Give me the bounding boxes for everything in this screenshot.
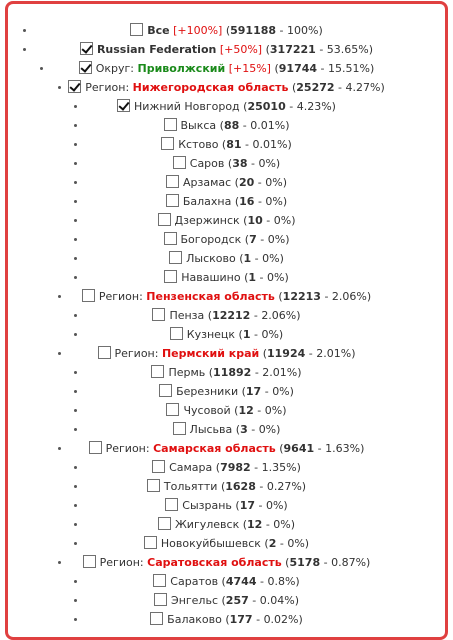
item-name[interactable]: Жигулевск — [174, 518, 240, 531]
tree-checkbox[interactable] — [161, 137, 174, 150]
item-name[interactable]: Березники — [176, 385, 239, 398]
item-share: 100% — [287, 24, 319, 37]
tree-item: Регион: Пермский край (11924 - 2.01%) — [8, 344, 445, 363]
item-name[interactable]: Нижний Новгород — [134, 100, 240, 113]
item-name[interactable]: Энгельс — [171, 594, 218, 607]
tree-checkbox[interactable] — [82, 289, 95, 302]
tree-checkbox[interactable] — [166, 194, 179, 207]
item-count: 17 — [245, 385, 262, 398]
tree-item: Березники (17 - 0%) — [8, 382, 445, 401]
item-share: 0% — [267, 233, 286, 246]
item-prefix: Регион: — [85, 81, 130, 94]
item-name[interactable]: Новокуйбышевск — [160, 537, 261, 550]
tree-item: Лысково (1 - 0%) — [8, 249, 445, 268]
tree-checkbox[interactable] — [164, 118, 177, 131]
item-share: 0.01% — [250, 119, 286, 132]
item-share: 4.23% — [296, 100, 332, 113]
tree-row — [8, 211, 445, 230]
item-share: 2.06% — [331, 290, 367, 303]
item-name[interactable]: Саратовская область — [147, 556, 282, 569]
item-name[interactable]: Пермь — [168, 366, 206, 379]
item-name[interactable]: Нижегородская область — [132, 81, 289, 94]
item-share: 0% — [273, 518, 291, 531]
tree-checkbox[interactable] — [158, 517, 171, 530]
tree-checkbox[interactable] — [169, 251, 182, 264]
tree-item: Кузнецк (1 - 0%) — [8, 325, 445, 344]
tree-checkbox[interactable] — [164, 270, 177, 283]
item-name[interactable]: Арзамас — [182, 176, 232, 189]
item-name[interactable]: Пермский край — [161, 347, 260, 360]
tree-checkbox[interactable] — [173, 422, 186, 435]
item-count: 25272 — [296, 81, 335, 94]
item-count: 10 — [247, 214, 263, 227]
tree-row — [8, 116, 445, 135]
tree-checkbox[interactable] — [68, 80, 81, 93]
item-count: 1628 — [225, 480, 256, 493]
item-count: 91744 — [278, 62, 318, 75]
tree-item: Новокуйбышевск (2 - 0%) — [8, 534, 445, 553]
tree-item: Богородск (7 - 0%) — [8, 230, 445, 249]
item-name[interactable]: Лысково — [186, 252, 236, 265]
item-prefix: Регион: — [99, 556, 144, 569]
item-name[interactable]: Тольятти — [163, 480, 218, 493]
tree-checkbox[interactable] — [159, 384, 172, 397]
tree-checkbox[interactable] — [144, 536, 157, 549]
item-count: 25010 — [247, 100, 286, 113]
item-name[interactable]: Самарская область — [153, 442, 276, 455]
item-count: 12 — [238, 404, 254, 417]
tree-item: Все [+100%] (591188 - 100%) — [8, 21, 445, 40]
item-name[interactable]: Все — [147, 24, 170, 37]
item-count: 12 — [247, 518, 263, 531]
tree-row — [8, 287, 445, 306]
item-share: 0.8% — [267, 575, 296, 588]
item-prefix: Регион: — [105, 442, 150, 455]
tree-row — [8, 154, 445, 173]
tree-row — [8, 135, 445, 154]
tree-item: Саров (38 - 0%) — [8, 154, 445, 173]
tree-item: Выкса (88 - 0.01%) — [8, 116, 445, 135]
tree-checkbox[interactable] — [165, 498, 178, 511]
tree-row — [8, 439, 445, 458]
tree-checkbox[interactable] — [130, 23, 143, 36]
item-count: 3 — [240, 423, 248, 436]
item-name[interactable]: Кузнецк — [186, 328, 236, 341]
tree-row — [8, 78, 445, 97]
tree-row — [8, 21, 445, 40]
item-count: 4744 — [225, 575, 257, 588]
tree-checkbox[interactable] — [158, 213, 171, 226]
tree-checkbox[interactable] — [152, 308, 165, 321]
tree-item: Балахна (16 - 0%) — [8, 192, 445, 211]
item-name[interactable]: Приволжский — [137, 62, 226, 75]
tree-item: Нижний Новгород (25010 - 4.23%) — [8, 97, 445, 116]
item-count: 9641 — [283, 442, 315, 455]
item-name[interactable]: Выкса — [180, 119, 217, 132]
item-share: 2.01% — [262, 366, 298, 379]
item-share: 1.63% — [325, 442, 361, 455]
tree-item: Регион: Саратовская область (5178 - 0.87%) — [8, 553, 445, 572]
tree-item: Пенза (12212 - 2.06%) — [8, 306, 445, 325]
item-count: 7 — [249, 233, 257, 246]
item-name[interactable]: Самара — [169, 461, 213, 474]
tree-row — [8, 230, 445, 249]
item-name[interactable]: Саратов — [170, 575, 219, 588]
tree-row — [8, 458, 445, 477]
tree-row — [8, 306, 445, 325]
tree-row — [8, 572, 445, 591]
item-share: 15.51% — [328, 62, 370, 75]
item-count: 317221 — [269, 43, 316, 56]
tree-item: Саратов (4744 - 0.8%) — [8, 572, 445, 591]
tree-item: Регион: Самарская область (9641 - 1.63%) — [8, 439, 445, 458]
tree-item: Самара (7982 - 1.35%) — [8, 458, 445, 477]
item-share: 4.27% — [345, 81, 381, 94]
item-count: 7982 — [220, 461, 251, 474]
item-count: 1 — [243, 252, 252, 265]
tree-item: Лысьва (3 - 0%) — [8, 420, 445, 439]
tree-item: Дзержинск (10 - 0%) — [8, 211, 445, 230]
tree-checkbox[interactable] — [154, 593, 167, 606]
tree-row — [8, 192, 445, 211]
tree-row — [8, 97, 445, 116]
tree-checkbox[interactable] — [150, 612, 163, 625]
item-name[interactable]: Дзержинск — [174, 214, 240, 227]
tree-checkbox[interactable] — [98, 346, 111, 359]
item-name[interactable]: Пензенская область — [146, 290, 275, 303]
item-count: 12212 — [212, 309, 251, 322]
tree-row — [8, 420, 445, 439]
tree-item: Russian Federation [+50%] (317221 - 53.65%) — [8, 40, 445, 59]
item-share: 0% — [267, 271, 285, 284]
tree-checkbox[interactable] — [89, 441, 102, 454]
item-name[interactable]: Лысьва — [189, 423, 233, 436]
tree-row — [8, 173, 445, 192]
item-name[interactable]: Russian Federation — [96, 43, 217, 56]
item-count: 16 — [239, 195, 255, 208]
item-percent-change: [+50%] — [219, 43, 263, 56]
tree-row — [8, 534, 445, 553]
item-share: 0% — [272, 385, 290, 398]
tree-checkbox[interactable] — [117, 99, 130, 112]
item-share: 0% — [261, 328, 279, 341]
item-share: 0% — [264, 404, 283, 417]
item-share: 1.35% — [261, 461, 297, 474]
item-count: 177 — [229, 613, 253, 626]
item-percent-change: [+100%] — [173, 24, 223, 37]
tree-row — [8, 610, 445, 629]
item-share: 0% — [258, 423, 277, 436]
tree-item: Энгельс (257 - 0.04%) — [8, 591, 445, 610]
tree-checkbox[interactable] — [164, 232, 177, 245]
tree-row — [8, 553, 445, 572]
item-name[interactable]: Богородск — [180, 233, 242, 246]
item-name[interactable]: Кстово — [178, 138, 219, 151]
tree-item: Регион: Пензенская область (12213 - 2.06%) — [8, 287, 445, 306]
item-name[interactable]: Балаково — [167, 613, 222, 626]
item-count: 17 — [239, 499, 255, 512]
tree-checkbox[interactable] — [166, 175, 179, 188]
item-count: 12213 — [282, 290, 321, 303]
tree-item: Регион: Нижегородская область (25272 - 4.27%) — [8, 78, 445, 97]
item-count: 1 — [248, 271, 257, 284]
tree-checkbox[interactable] — [79, 61, 92, 74]
tree-row — [8, 344, 445, 363]
item-count: 5178 — [289, 556, 321, 569]
item-name[interactable]: Балахна — [182, 195, 232, 208]
tree-row — [8, 249, 445, 268]
item-name[interactable]: Навашино — [181, 271, 241, 284]
tree-item: Жигулевск (12 - 0%) — [8, 515, 445, 534]
item-count: 38 — [232, 157, 248, 170]
tree-row — [8, 325, 445, 344]
item-share: 0% — [287, 537, 305, 550]
item-count: 1 — [242, 328, 251, 341]
item-prefix: Регион: — [114, 347, 159, 360]
tree-row — [8, 382, 445, 401]
item-count: 257 — [225, 594, 249, 607]
tree-row — [8, 401, 445, 420]
tree-row — [8, 496, 445, 515]
item-name[interactable]: Сызрань — [182, 499, 232, 512]
tree-item: Округ: Приволжский [+15%] (91744 - 15.51%) — [8, 59, 445, 78]
item-share: 0% — [258, 157, 276, 170]
item-share: 0.02% — [263, 613, 299, 626]
tree-row — [8, 591, 445, 610]
item-share: 0.87% — [331, 556, 367, 569]
item-share: 0.01% — [252, 138, 288, 151]
item-name[interactable]: Пенза — [169, 309, 205, 322]
item-count: 81 — [226, 138, 242, 151]
tree-item: Сызрань (17 - 0%) — [8, 496, 445, 515]
item-name[interactable]: Чусовой — [183, 404, 231, 417]
tree-row — [8, 363, 445, 382]
item-count: 88 — [223, 119, 240, 132]
item-count: 591188 — [230, 24, 277, 37]
tree-item: Тольятти (1628 - 0.27%) — [8, 477, 445, 496]
item-share: 2.01% — [316, 347, 352, 360]
item-prefix: Регион: — [98, 290, 143, 303]
item-percent-change: [+15%] — [228, 62, 271, 75]
tree-checkbox[interactable] — [83, 555, 96, 568]
tree-checkbox[interactable] — [147, 479, 160, 492]
tree-checkbox[interactable] — [80, 42, 93, 55]
tree-checkbox[interactable] — [153, 574, 166, 587]
tree-row — [8, 40, 445, 59]
tree-item: Пермь (11892 - 2.01%) — [8, 363, 445, 382]
tree-row — [8, 59, 445, 78]
tree-row — [8, 477, 445, 496]
tree-panel — [5, 1, 448, 640]
tree-checkbox[interactable] — [151, 365, 164, 378]
tree-item: Навашино (1 - 0%) — [8, 268, 445, 287]
tree-item: Чусовой (12 - 0%) — [8, 401, 445, 420]
tree-checkbox[interactable] — [166, 403, 179, 416]
tree-row — [8, 515, 445, 534]
item-prefix: Округ: — [95, 62, 134, 75]
item-share: 0% — [265, 195, 283, 208]
item-count: 11924 — [267, 347, 306, 360]
item-count: 2 — [268, 537, 277, 550]
tree-checkbox[interactable] — [170, 327, 183, 340]
item-share: 0.04% — [259, 594, 295, 607]
tree-item: Кстово (81 - 0.01%) — [8, 135, 445, 154]
tree-row — [8, 268, 445, 287]
tree-item: Арзамас (20 - 0%) — [8, 173, 445, 192]
item-share: 0% — [262, 252, 280, 265]
item-share: 0% — [265, 499, 284, 512]
item-count: 20 — [238, 176, 255, 189]
tree-checkbox[interactable] — [152, 460, 165, 473]
item-share: 53.65% — [326, 43, 369, 56]
item-share: 0% — [265, 176, 283, 189]
item-share: 0.27% — [266, 480, 302, 493]
tree-item: Балаково (177 - 0.02%) — [8, 610, 445, 629]
item-share: 0% — [273, 214, 292, 227]
item-count: 11892 — [213, 366, 252, 379]
item-share: 2.06% — [261, 309, 297, 322]
item-name[interactable]: Саров — [189, 157, 225, 170]
tree-checkbox[interactable] — [173, 156, 186, 169]
